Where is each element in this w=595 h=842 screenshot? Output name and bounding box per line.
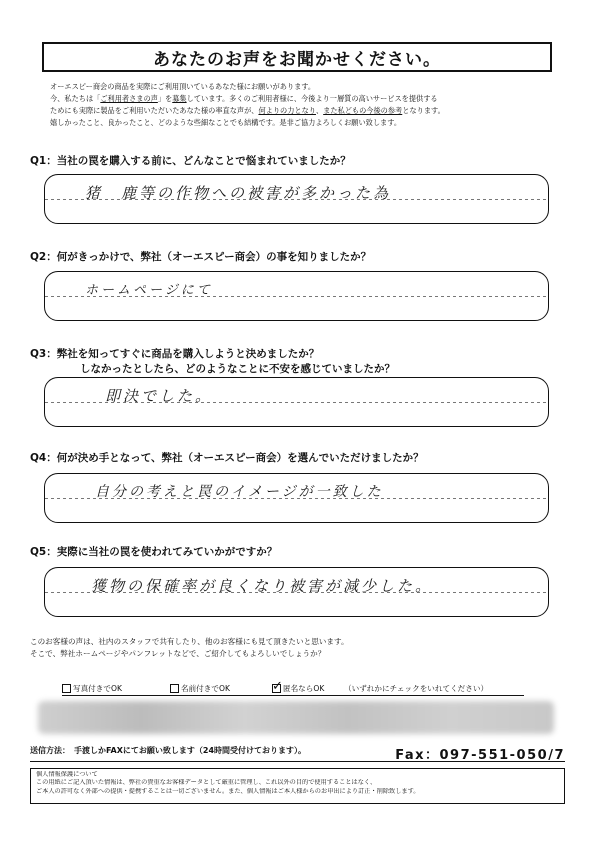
option-photo[interactable]: 写真付きでOK (62, 683, 122, 694)
question-4: Q4：何が決め手となって、弊社（オーエスピー商会）を選んでいただけましたか？ (30, 452, 424, 464)
question-5: Q5：実際に当社の罠を使われてみていかがですか？ (30, 546, 278, 558)
intro-line: オーエスピー商会の商品を実際にご利用頂いているあなた様にお願いがあります。 (50, 82, 316, 91)
intro-text (50, 81, 555, 129)
question-3: Q3：弊社を知ってすぐに商品を購入しようと決めましたか？ (30, 348, 320, 360)
checkbox-name[interactable] (170, 684, 179, 693)
consent-text (30, 636, 560, 660)
answer-box-3[interactable] (44, 377, 549, 427)
question-1: Q1：当社の罠を購入する前に、どんなことで悩まれていましたか？ (30, 155, 351, 167)
option-anonymous[interactable]: ✓ 匿名ならOK (272, 679, 325, 694)
intro-line: 今、私たちは「ご利用者さまの声」を募集しています。多くのご利用者様に、今後より一層質の高いサービスを提供する (50, 94, 438, 103)
answer-4: 自分の考えと罠のイメージが一致した (95, 484, 384, 500)
answer-3: 即決でした。 (105, 387, 214, 405)
option-note: （いずれかにチェックをいれてください） (344, 684, 489, 693)
answer-box-4[interactable] (44, 473, 549, 523)
answer-5: 獲物の保確率が良くなり被害が減少した。 (91, 577, 434, 595)
check-mark-icon: ✓ (272, 679, 283, 694)
fax-number: Fax：097-551-050/7 (395, 748, 565, 763)
consent-line: このお客様の声は、社内のスタッフで共有したり、他のお客様にも見て頂きたいと思います。 (30, 637, 349, 646)
answer-box-5[interactable] (44, 567, 549, 617)
send-method: 送信方法： 手渡しかFAXにてお願い致します（24時間受付けております）。 (30, 746, 307, 755)
page-title: あなたのお声をお聞かせください。 (42, 42, 552, 72)
privacy-title: 個人情報保護について (36, 771, 98, 778)
divider (30, 761, 565, 762)
checkbox-photo[interactable] (62, 684, 71, 693)
checkbox-anonymous[interactable] (272, 679, 283, 694)
answer-box-2[interactable] (44, 271, 549, 321)
send-method-row (30, 744, 565, 764)
answer-box-1[interactable] (44, 174, 549, 224)
intro-line: ためにも実際に製品をご利用いただいたあなた様の率直な声が、何よりの力となり、また私どもの今後の参考となります。 (50, 106, 445, 115)
intro-line: 嬉しかったこと、良かったこと、どのような些細なことでも結構です。是非ご協力よろしくお願い致します。 (50, 118, 402, 127)
question-3-line2: しなかったとしたら、どのようなことに不安を感じていましたか？ (80, 363, 395, 375)
question-2: Q2：何がきっかけで、弊社（オーエスピー商会）の事を知りましたか？ (30, 251, 372, 263)
privacy-line: ご本人の許可なく外部への提供・提携することは一切ございません。また、個人情報はご本人様からのお申出により訂正・削除致します。 (36, 787, 420, 795)
privacy-notice (30, 768, 565, 804)
consent-options (62, 679, 532, 699)
redacted-area (38, 701, 554, 734)
divider (62, 695, 524, 696)
privacy-line: この用紙にご記入頂いた情報は、弊社の貴重なお客様データとして厳重に管理し、これ以外の目的で使用することはなく、 (36, 779, 377, 787)
answer-2: ホームページにて (85, 283, 213, 298)
option-name[interactable]: 名前付きでOK (170, 683, 230, 694)
answer-1: 猪 鹿等の作物への被害が多かった為 (85, 184, 392, 202)
consent-line: そこで、弊社ホームページやパンフレットなどで、ご紹介してもよろしいでしょうか？ (30, 649, 326, 658)
